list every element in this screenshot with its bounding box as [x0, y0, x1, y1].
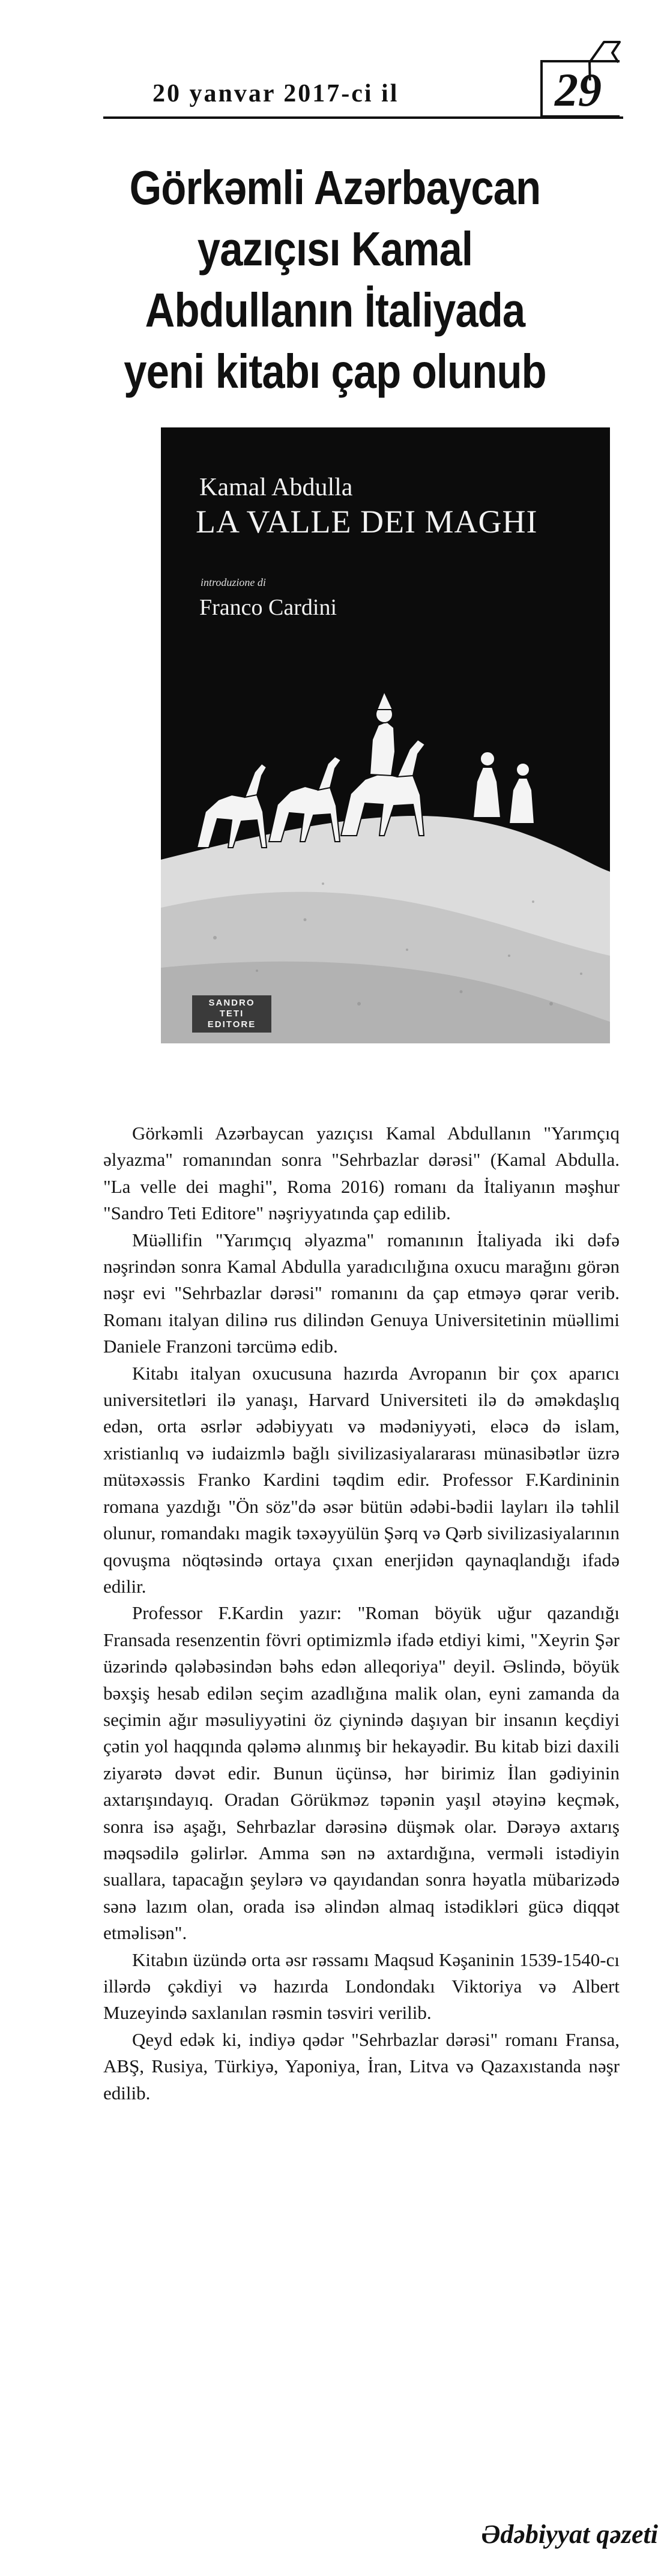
article-paragraph: Kitabı italyan oxucusuna hazırda Avropanın bir çox aparıcı universitetləri ilə yanaşı, Harvard Universiteti ilə də əməkdaşlıq edən, orta əsrlər ədəbiyyatı və mədəniyyəti, eləcə də islam, xristianlıq və iudaizmlə bağlı sivilizasiyalararası münasibətlər üzrə mütəxəssis Franko Kardini təqdim edir. Professor F.Kardininin romana yazdığı "Ön söz"də əsər bütün ədəbi-bədii layları ilə təhlil olunur, romandakı magik təxəyyülün Şərq və Qərb sivilizasiyalarının qovuşma nöqtəsində ortaya çıxan enerjidən qaynaqlandığı ifadə edilir.: [103, 1362, 620, 1597]
page-number: 29: [555, 64, 602, 116]
article-paragraph: Professor F.Kardin yazır: "Roman böyük uğur qazandığı Fransada resenzentin fövri optimizmlə ifadə etdiyi kimi, "Xeyrin Şər üzərində qələbəsindən bəhs edən alleqoriya" deyil. Əslində, böyük bəxşiş hesab edilən seçim azadlığına malik olan, eyni zamanda da seçimin ağır məsuliyyətini öz çiynində daşıyan bir insanın keçdiyi çətin yol haqqında qələmə alınmış bir hekayədir. Bu kitab bizi daxili ziyarətə dəvət edir. Bunun üçünsə, hər birimiz İlan gədiyinin axtarışındayıq. Oradan Görükməz təpənin yaşıl ətəyinə keçmək, sonra isə aşağı, Sehrbazlar dərəsinə düşmək olar. Dərəyə axtarış məqsədilə gəlirlər. Amma sən nə axtardığına, verməli istədiyin suallara, tapacağın şeylərə və qayıdandan sonra həyatla mübarizədə sənə lazım olan, orada isə əlindən almaq istədikləri gücə diqqət etməlisən".: [103, 1602, 620, 1944]
article-paragraph: Qeyd edək ki, indiyə qədər "Sehrbazlar dərəsi" romanı Fransa, ABŞ, Rusiya, Türkiyə, Yaponiya, İran, Litva və Qazaxıstanda nəşr edilib.: [103, 2029, 620, 2104]
article-paragraph: Müəllifin "Yarımçıq əlyazma" romanının İtaliyada iki dəfə nəşrindən sonra Kamal Abdulla yaradıcılığına oxucu marağını görən nəşr evi "Sehrbazlar dərəsi" romanını da çap etməyə qərar verib. Romanı italyan dilinə rus dilindən Genuya Universitetinin müəllimi Daniele Franzoni tərcümə edib.: [103, 1229, 620, 1357]
cover-intro-author: Franco Cardini: [199, 595, 337, 620]
page-number-box: [540, 60, 620, 118]
page-flag-icon: [584, 38, 622, 80]
article-headline: Görkəmli Azərbaycan yazıçısı Kamal Abdullanın İtaliyada yeni kitabı çap olunub: [124, 161, 546, 398]
header-divider: [103, 116, 623, 119]
publisher-logo: SANDRO TETI EDITORE: [192, 995, 271, 1033]
cover-title: LA VALLE DEI MAGHI: [196, 504, 538, 540]
source-publication: Ədəbiyyat qəzeti: [481, 2520, 658, 2549]
page-header: [0, 0, 670, 138]
article-body: [103, 1120, 620, 2107]
article-paragraph: Kitabın üzündə orta əsr rəssamı Maqsud Kəşaninin 1539-1540-cı illərdə çəkdiyi və hazırda Londondakı Viktoriya və Albert Muzeyində saxlanılan rəsmin təsviri verilib.: [103, 1949, 620, 2024]
cover-intro-label: introduzione di: [201, 576, 266, 588]
cover-author: Kamal Abdulla: [199, 474, 353, 501]
book-cover: [161, 427, 610, 1043]
issue-date: 20 yanvar 2017-ci il: [152, 80, 399, 107]
article-paragraph: Görkəmli Azərbaycan yazıçısı Kamal Abdullanın "Yarımçıq əlyazma" romanından sonra "Sehrbazlar dərəsi" (Kamal Abdulla. "La velle dei maghi", Roma 2016) romanı da İtaliyanın məşhur "Sandro Teti Editore" nəşriyyatında çap edilib.: [103, 1123, 620, 1224]
